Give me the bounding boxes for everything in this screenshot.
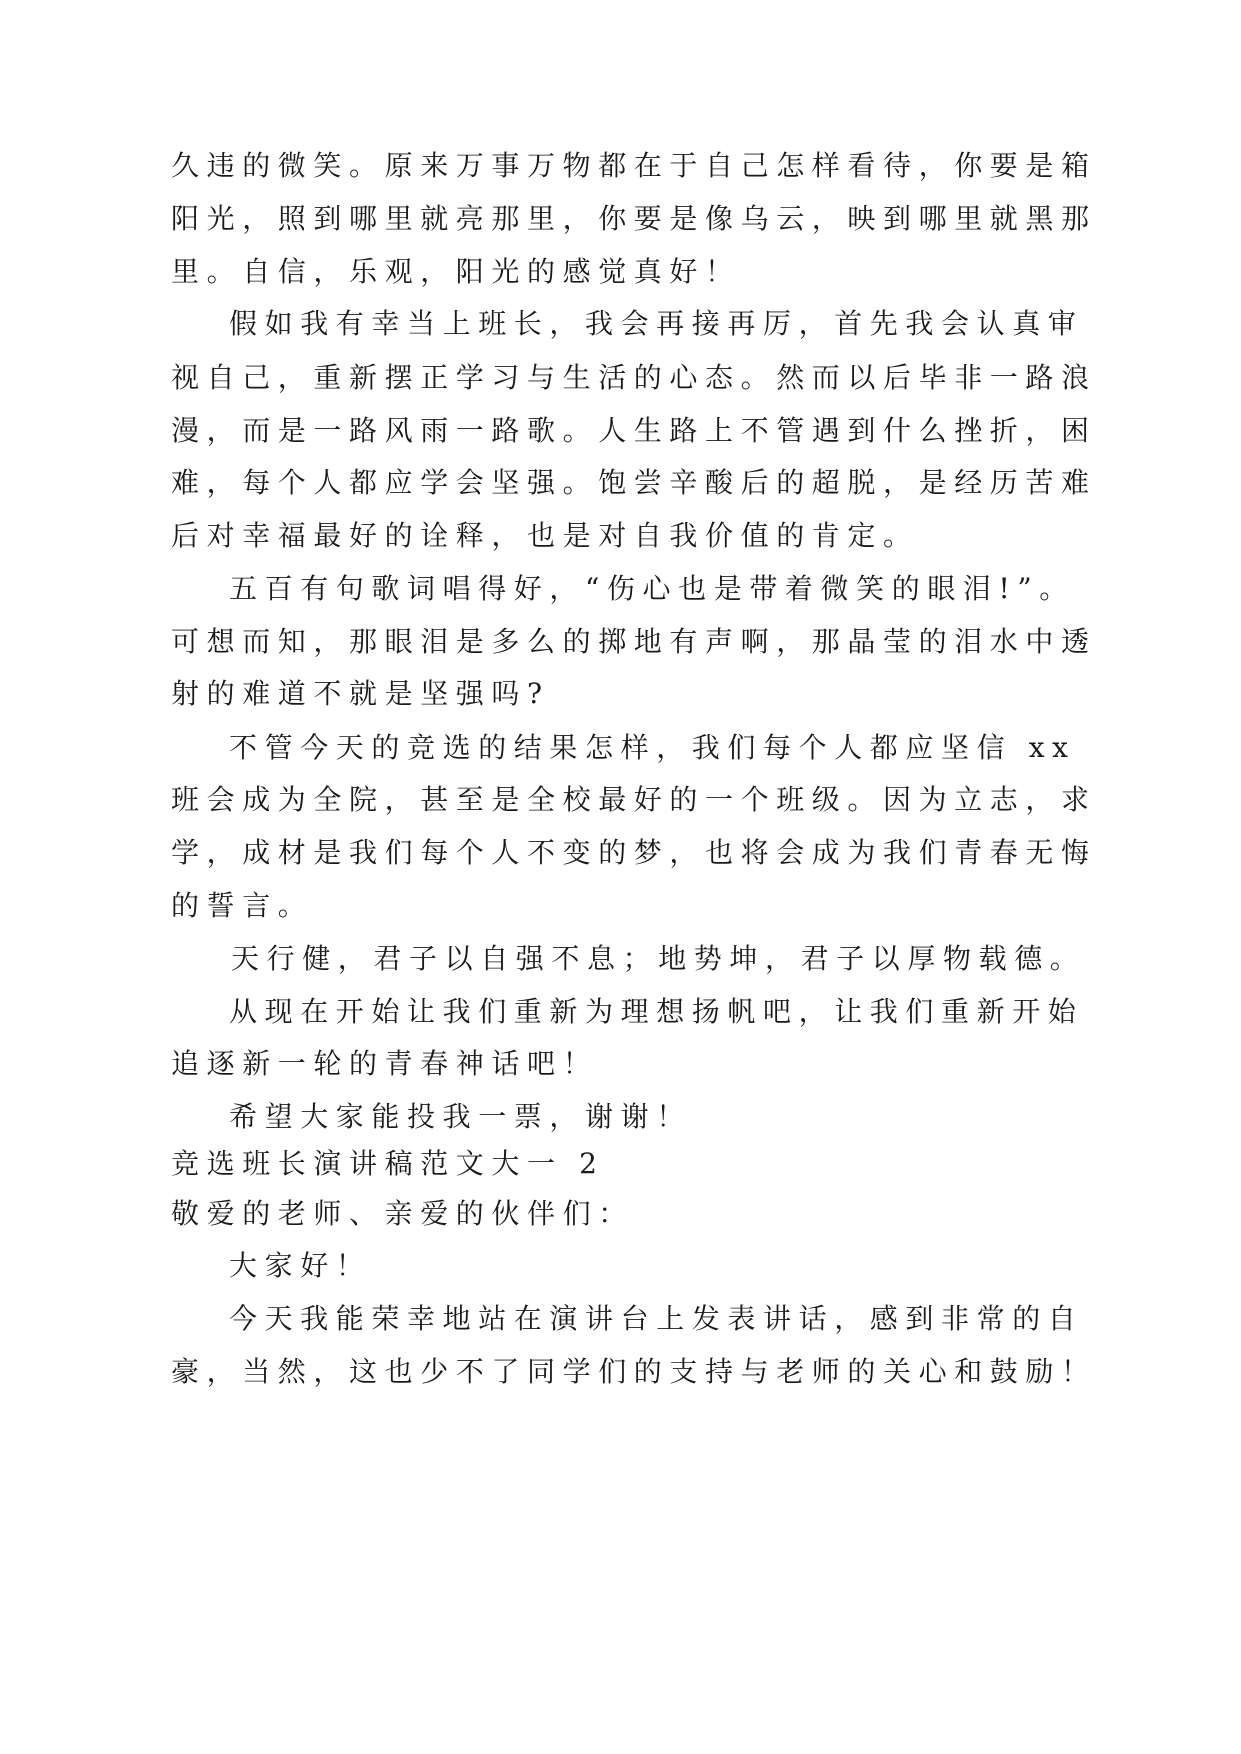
text-line: 班会成为全院，甚至是全校最好的一个班级。因为立志，求 (171, 783, 1097, 816)
text-line: 假如我有幸当上班长，我会再接再厉，首先我会认真审 (229, 307, 1084, 340)
greeting: 大家好！ (229, 1249, 372, 1282)
text-line: 天行健，君子以自强不息；地势坤，君子以厚物载德。 (231, 942, 1086, 975)
text-line: 射的难道不就是坚强吗? (171, 677, 550, 710)
salutation: 敬爱的老师、亲爱的伙伴们： (171, 1197, 634, 1230)
text-line: 豪，当然，这也少不了同学们的支持与老师的关心和鼓励！ (171, 1355, 1097, 1388)
text-line: 今天我能荣幸地站在演讲台上发表讲话，感到非常的自 (229, 1302, 1084, 1335)
text-line: 久违的微笑。原来万事万物都在于自己怎样看待，你要是箱 (171, 149, 1097, 182)
text-line: 后对幸福最好的诠释，也是对自我价值的肯定。 (171, 519, 919, 552)
text-line: 难，每个人都应学会坚强。饱尝辛酸后的超脱，是经历苦难 (171, 466, 1097, 499)
text-line: 可想而知，那眼泪是多么的掷地有声啊，那晶莹的泪水中透 (171, 625, 1097, 658)
text-line: 希望大家能投我一票，谢谢！ (229, 1100, 692, 1133)
text-line: 的誓言。 (171, 889, 314, 922)
text-line: 阳光，照到哪里就亮那里，你要是像乌云，映到哪里就黑那 (171, 202, 1097, 235)
text-line: 学，成材是我们每个人不变的梦，也将会成为我们青春无悔 (171, 836, 1097, 869)
text-line: 五百有句歌词唱得好，“伤心也是带着微笑的眼泪!”。 (229, 572, 1075, 605)
text-line: 从现在开始让我们重新为理想扬帆吧，让我们重新开始 (229, 995, 1084, 1028)
text-line: 漫，而是一路风雨一路歌。人生路上不管遇到什么挫折，困 (171, 414, 1097, 447)
text-line: 视自己，重新摆正学习与生活的心态。然而以后毕非一路浪 (171, 361, 1097, 394)
section-heading: 竞选班长演讲稿范文大一 2 (171, 1147, 605, 1180)
text-line: 里。自信，乐观，阳光的感觉真好！ (171, 255, 741, 288)
text-line: 追逐新一轮的青春神话吧！ (171, 1047, 599, 1080)
text-line: 不管今天的竞选的结果怎样，我们每个人都应坚信 xx (229, 731, 1076, 764)
